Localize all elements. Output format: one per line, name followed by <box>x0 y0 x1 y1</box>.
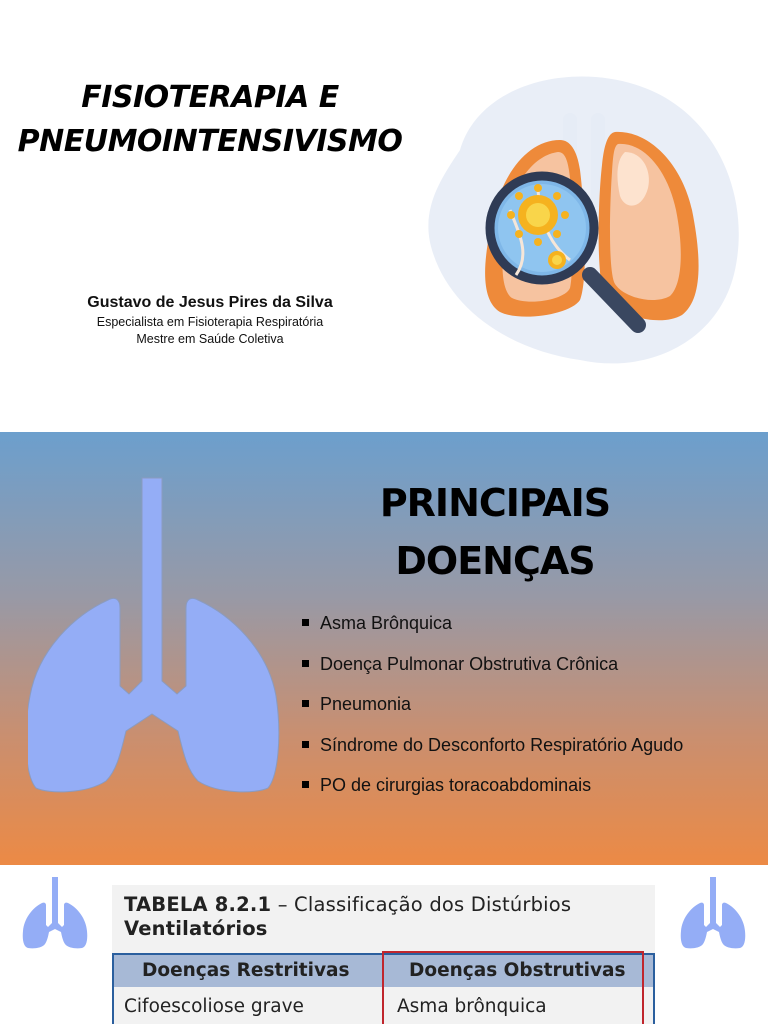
diseases-slide <box>0 432 768 865</box>
table-caption-label: TABELA 8.2.1 <box>124 893 272 916</box>
classification-table <box>112 885 655 1024</box>
highlight-box <box>382 951 644 1024</box>
disease-list <box>300 610 760 813</box>
table-grid <box>112 953 655 1024</box>
table-cell: Asma brônquica <box>397 996 547 1017</box>
title-slide <box>0 0 768 432</box>
lungs-icon <box>680 877 746 949</box>
slide-heading-line1: PRINCIPAIS <box>379 481 611 525</box>
list-item: Asma Brônquica <box>300 610 760 651</box>
slide-title <box>10 76 410 164</box>
lungs-icon <box>22 877 88 949</box>
list-item: Síndrome do Desconforto Respiratório Agudo <box>300 732 760 773</box>
table-caption <box>124 893 644 941</box>
column-header-restrictive: Doenças Restritivas <box>142 960 350 981</box>
list-item: Doença Pulmonar Obstrutiva Crônica <box>300 651 760 692</box>
slide-heading-line2: DOENÇAS <box>395 539 595 583</box>
table-caption-line2: Ventilatórios <box>124 917 268 940</box>
author-role-2: Mestre em Saúde Coletiva <box>136 332 284 346</box>
author-name: Gustavo de Jesus Pires da Silva <box>87 294 333 311</box>
table-slide <box>0 865 768 1024</box>
author-block <box>10 292 410 348</box>
table-caption-text: – Classificação dos Distúrbios <box>271 893 572 916</box>
list-item: Pneumonia <box>300 691 760 732</box>
author-role-1: Especialista em Fisioterapia Respiratória <box>96 315 324 329</box>
list-item: PO de cirurgias toracoabdominais <box>300 772 760 813</box>
lungs-icon <box>28 476 282 798</box>
column-header-obstructive: Doenças Obstrutivas <box>409 960 626 981</box>
slide-heading <box>350 474 640 590</box>
slide-title-line1: FISIOTERAPIA E <box>81 80 339 115</box>
slide-title-line2: PNEUMOINTENSIVISMO <box>17 124 403 159</box>
lungs-magnifier-virus-icon <box>420 60 750 380</box>
table-cell: Cifoescoliose grave <box>124 996 304 1017</box>
